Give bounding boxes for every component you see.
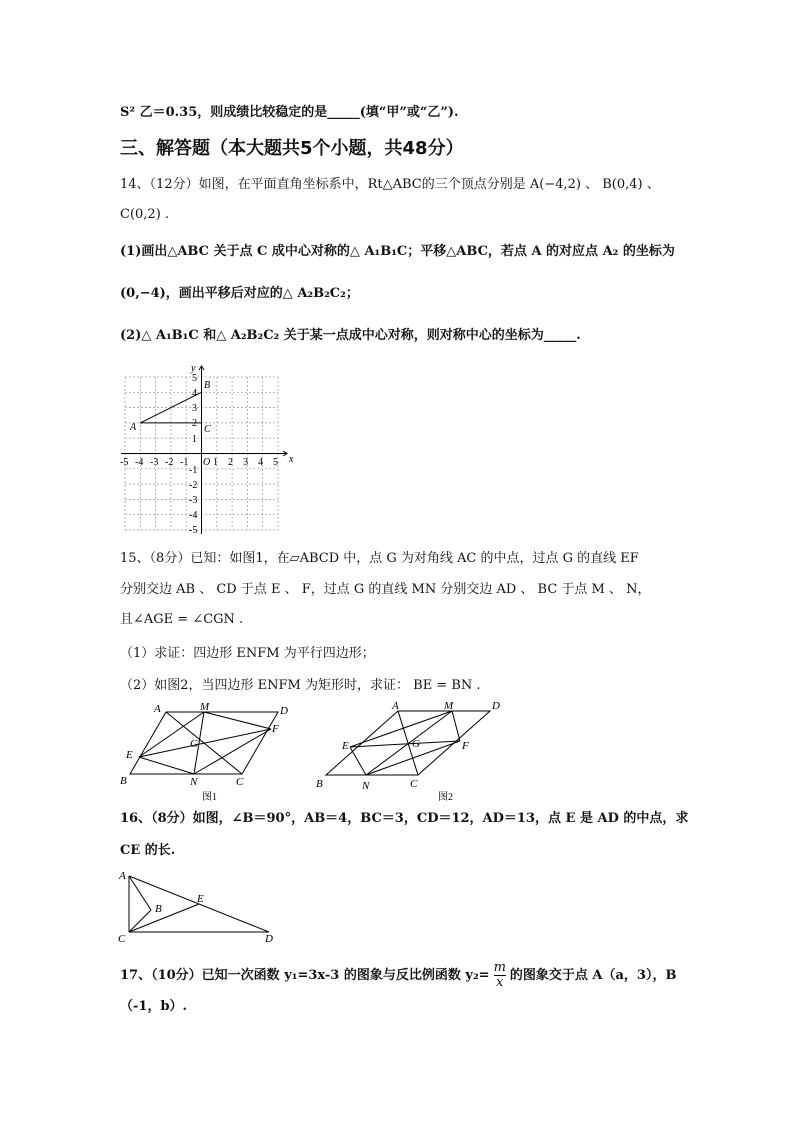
label-b: B (155, 903, 162, 915)
q16-line-2: CE 的长. (120, 843, 176, 858)
y-tick: -3 (189, 495, 198, 506)
q15-line-3: 且∠AGE = ∠CGN . (120, 612, 244, 627)
x-tick: -2 (165, 457, 174, 468)
label-f: F (272, 723, 279, 735)
axis-y-label: y (191, 363, 196, 374)
triangle-figure-q16 (115, 868, 281, 944)
label-d: D (265, 933, 273, 944)
fraction-numerator: m (493, 960, 506, 975)
label-g: G (190, 738, 198, 750)
q17-line-2: （-1，b）. (120, 999, 188, 1014)
label-c: C (236, 776, 244, 788)
label-m: M (444, 700, 454, 712)
q15-line-5: （2）如图2，当四边形 ENFM 为矩形时，求证： BE = BN . (120, 678, 481, 693)
q14-line-2: C(0,2) . (120, 207, 170, 222)
label-d: D (280, 705, 288, 717)
parallelogram-figure-2 (312, 697, 512, 803)
x-tick: -4 (135, 457, 144, 468)
axis-x-label: x (289, 454, 294, 465)
y-tick: 5 (192, 373, 197, 384)
label-g: G (412, 738, 420, 750)
label-d: D (492, 700, 500, 712)
label-f: F (462, 740, 469, 752)
q15-line-1: 15、（8分）已知：如图1，在▱ABCD 中，点 G 为对角线 AC 的中点，过点 G 的直线 EF (120, 551, 639, 566)
label-n: N (362, 780, 370, 792)
q17-text-b: 的图象交于点 A（a，3），B (509, 968, 677, 983)
y-tick: -5 (189, 525, 198, 534)
fraction-m-over-x (494, 961, 506, 990)
x-tick: 5 (273, 457, 278, 468)
label-a: A (392, 700, 399, 712)
section-title: 三、解答题（本大题共5个小题，共48分） (120, 138, 464, 159)
point-c-label: C (204, 424, 211, 435)
figure-2-caption: 图2 (438, 792, 453, 803)
q14-line-5: (2)△ A₁B₁C 和△ A₂B₂C₂ 关于某一点成中心对称，则对称中心的坐标为_____. (120, 328, 581, 343)
x-tick: 4 (258, 457, 263, 468)
x-tick: -3 (150, 457, 159, 468)
parallelogram-figure-1 (118, 700, 298, 804)
y-tick: -4 (189, 510, 198, 521)
label-c: C (118, 933, 126, 944)
figure-1-caption: 图1 (202, 792, 217, 803)
x-tick: 1 (213, 457, 218, 468)
coordinate-grid-figure (115, 362, 295, 534)
q17-text-a: 17、（10分）已知一次函数 y₁=3x-3 的图象与反比例函数 y₂= (120, 968, 490, 983)
x-tick: -1 (180, 457, 189, 468)
label-e: E (126, 749, 133, 761)
point-a-label: A (130, 422, 137, 433)
origin-label: O (203, 457, 211, 468)
x-tick: -5 (120, 457, 129, 468)
q16-line-1: 16、（8分）如图，∠B＝90°，AB＝4，BC＝3，CD＝12，AD＝13，点 E 是 AD 的中点，求 (120, 811, 689, 826)
fraction-denominator: x (496, 975, 504, 990)
x-tick: 3 (243, 457, 248, 468)
x-tick: 2 (228, 457, 233, 468)
text-line-s2: S² 乙＝0.35，则成绩比较稳定的是_____(填“甲”或“乙”). (120, 105, 459, 120)
y-tick: -1 (189, 465, 198, 476)
q14-line-1: 14、（12分）如图，在平面直角坐标系中，Rt△ABC的三个顶点分别是 A(−4,2) 、 B(0,4) 、 (120, 177, 660, 192)
y-tick: 3 (192, 403, 197, 414)
label-c: C (410, 778, 418, 790)
label-a: A (119, 870, 126, 882)
label-e: E (197, 893, 204, 905)
label-n: N (190, 776, 198, 788)
label-m: M (200, 701, 210, 713)
point-b-label: B (204, 380, 211, 391)
q14-line-3: (1)画出△ABC 关于点 C 成中心对称的△ A₁B₁C；平移△ABC，若点 A 的对应点 A₂ 的坐标为 (120, 244, 675, 259)
q17-line-1 (120, 961, 676, 990)
y-tick: 4 (192, 388, 197, 399)
label-e: E (342, 740, 349, 752)
y-tick: 1 (192, 434, 197, 445)
label-a: A (154, 703, 161, 715)
q15-line-4: （1）求证：四边形 ENFM 为平行四边形； (120, 646, 375, 661)
label-b: B (316, 778, 323, 790)
label-b: B (120, 775, 127, 787)
y-tick: -2 (189, 480, 198, 491)
q15-line-2: 分别交边 AB 、 CD 于点 E 、 F，过点 G 的直线 MN 分别交边 AD 、 BC 于点 M 、 N， (120, 582, 651, 597)
y-tick: 2 (192, 418, 197, 429)
q14-line-4: (0,−4)，画出平移后对应的△ A₂B₂C₂； (120, 286, 359, 301)
